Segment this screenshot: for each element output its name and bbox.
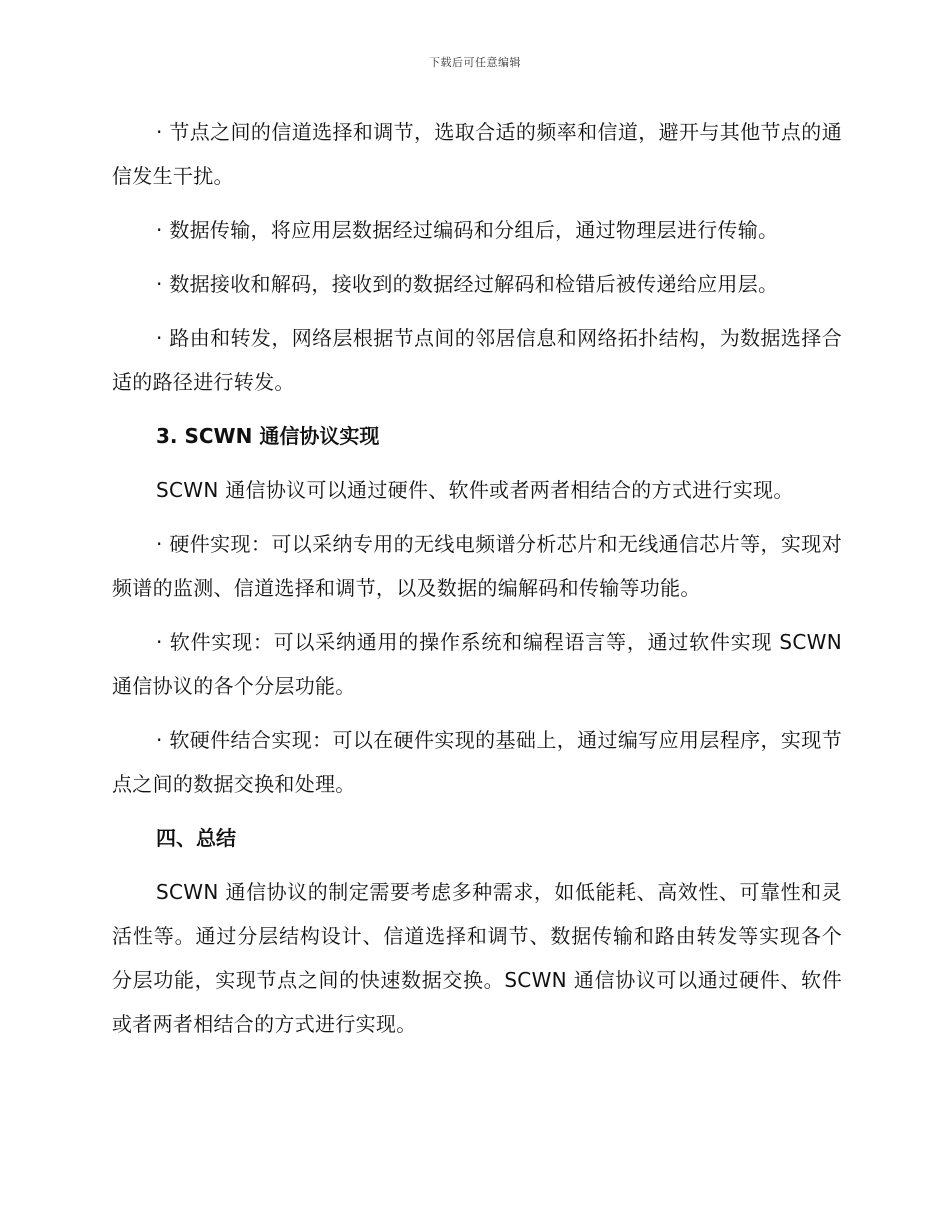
paragraph-routing: · 路由和转发，网络层根据节点间的邻居信息和网络拓扑结构，为数据选择合适的路径进行转发。 xyxy=(112,326,842,394)
paragraph-hardware-implementation: · 硬件实现：可以采纳专用的无线电频谱分析芯片和无线通信芯片等，实现对频谱的监测、信道选择和调节，以及数据的编解码和传输等功能。 xyxy=(112,532,842,600)
paragraph-software-implementation: · 软件实现：可以采纳通用的操作系统和编程语言等，通过软件实现 SCWN 通信协议的各个分层功能。 xyxy=(112,630,842,698)
header-note: 下载后可任意编辑 xyxy=(429,56,521,69)
paragraph-channel-selection: · 节点之间的信道选择和调节，选取合适的频率和信道，避开与其他节点的通信发生干扰。 xyxy=(112,120,842,188)
paragraph-data-transmission: · 数据传输，将应用层数据经过编码和分组后，通过物理层进行传输。 xyxy=(156,218,779,242)
paragraph-hybrid-implementation: · 软硬件结合实现：可以在硬件实现的基础上，通过编写应用层程序，实现节点之间的数据交换和处理。 xyxy=(112,728,842,796)
section-heading-implementation: 3. SCWN 通信协议实现 xyxy=(156,424,380,448)
paragraph-implementation-intro: SCWN 通信协议可以通过硬件、软件或者两者相结合的方式进行实现。 xyxy=(156,478,794,502)
paragraph-summary: SCWN 通信协议的制定需要考虑多种需求，如低能耗、高效性、可靠性和灵活性等。通过分层结构设计、信道选择和调节、数据传输和路由转发等实现各个分层功能，实现节点之间的快速数据交换。SCWN 通信协议可以通过硬件、软件或者两者相结合的方式进行实现。 xyxy=(112,880,842,1036)
document-body xyxy=(112,110,842,1056)
paragraph-data-reception: · 数据接收和解码，接收到的数据经过解码和检错后被传递给应用层。 xyxy=(156,272,779,296)
section-heading-summary: 四、总结 xyxy=(156,826,236,850)
